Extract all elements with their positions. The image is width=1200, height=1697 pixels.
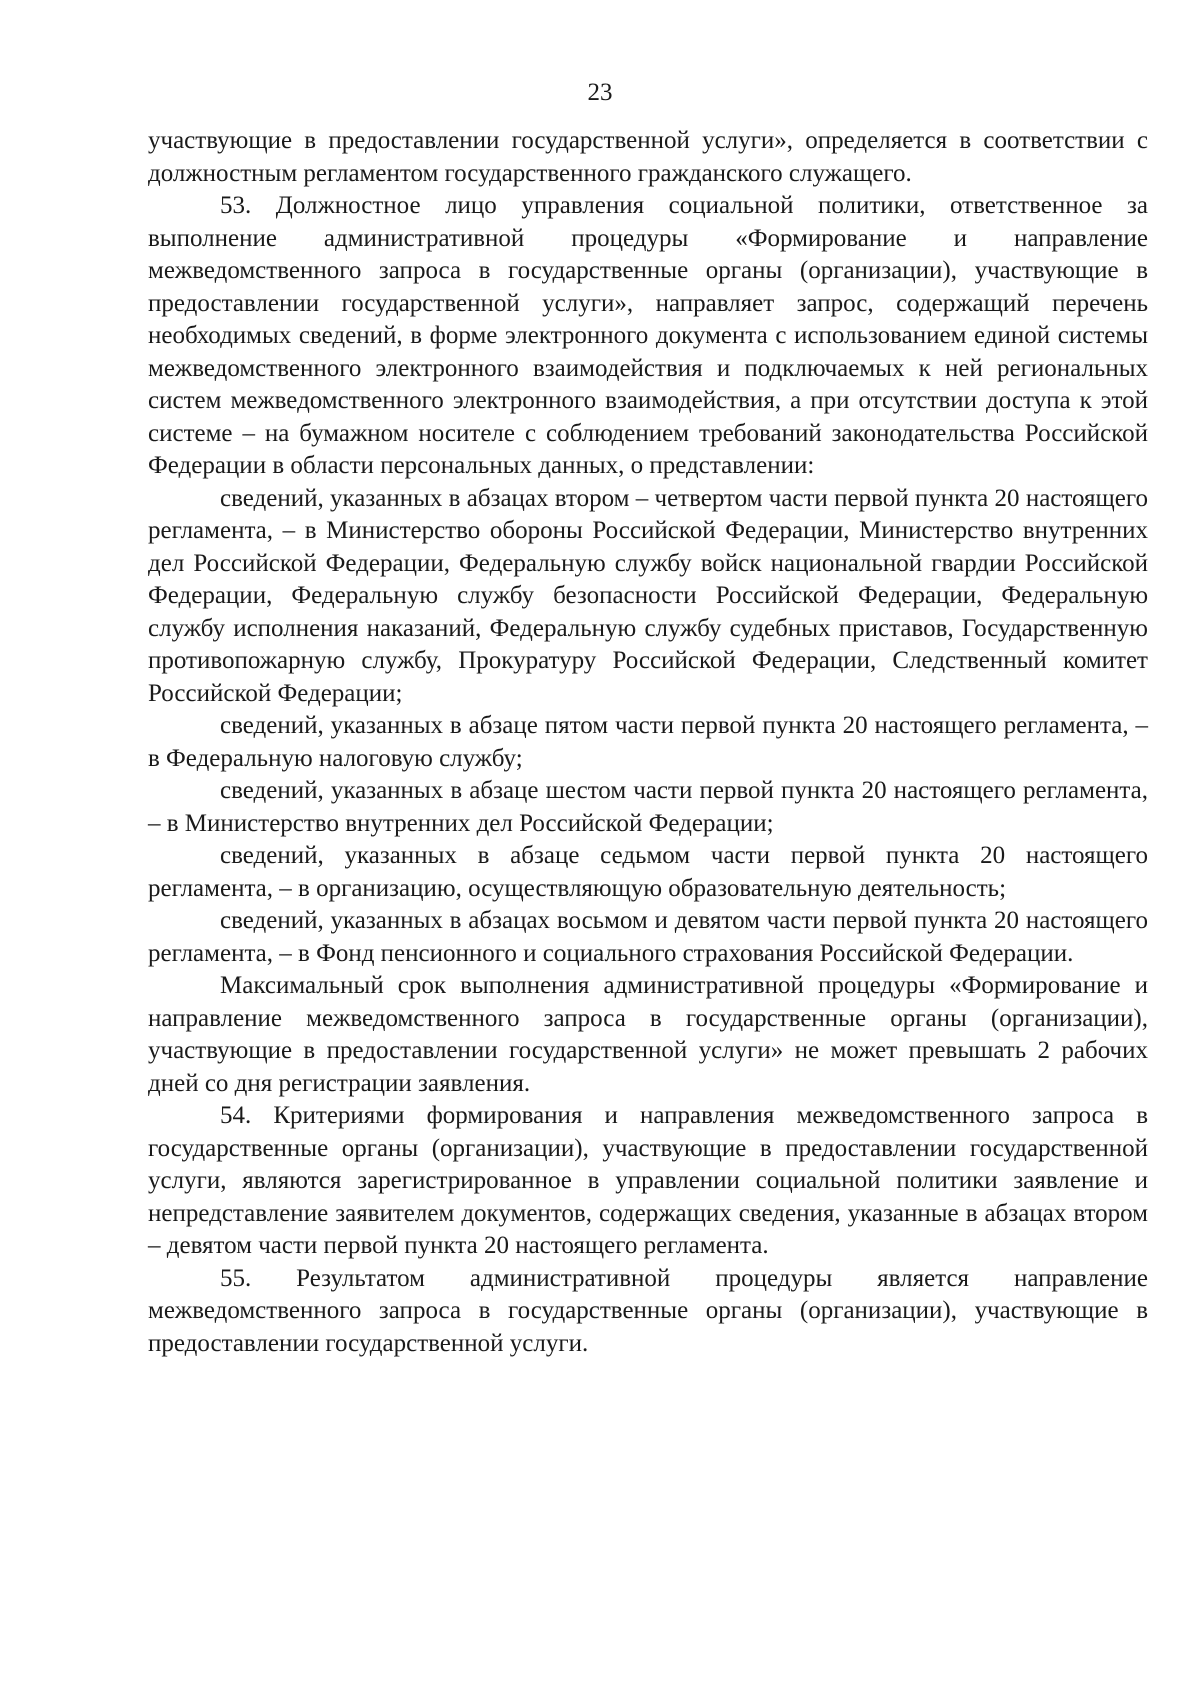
paragraph-list-entry: сведений, указанных в абзацах втором – четвертом части первой пункта 20 настоящего регламента, – в Министерство обороны Российской Федерации, Министерство внутренних дел Российской Федерации, Федеральную службу войск национальной гвардии Российской Федерации, Федеральную службу безопасности Российской Федерации, Федеральную службу исполнения наказаний, Федеральную службу судебных приставов, Государственную противопожарную службу, Прокуратуру Российской Федерации, Следственный комитет Российской Федерации; — [148, 484, 1148, 707]
paragraph-item-55: 55. Результатом административной процедуры является направление межведомственного запроса в государственные органы (организации), участвующие в предоставлении государственной услуги. — [148, 1264, 1148, 1357]
page-number: 23 — [587, 79, 613, 106]
paragraph-list-entry: сведений, указанных в абзацах восьмом и девятом части первой пункта 20 настоящего регламента, – в Фонд пенсионного и социального страхования Российской Федерации. — [148, 907, 1148, 967]
paragraph-max-duration: Максимальный срок выполнения административной процедуры «Формирование и направление межведомственного запроса в государственные органы (организации), участвующие в предоставлении государственной услуги» не может превышать 2 рабочих дней со дня регистрации заявления. — [148, 972, 1148, 1097]
paragraph-continuation: участвующие в предоставлении государственной услуги», определяется в соответствии с должностным регламентом государственного гражданского служащего. — [148, 127, 1148, 187]
paragraph-item-54: 54. Критериями формирования и направления межведомственного запроса в государственные органы (организации), участвующие в предоставлении государственной услуги, являются зарегистрированное в управлении социальной политики заявление и непредставление заявителем документов, содержащих сведения, указанные в абзацах втором – девятом части первой пункта 20 настоящего регламента. — [148, 1102, 1148, 1259]
document-body — [148, 125, 1148, 1360]
paragraph-list-entry: сведений, указанных в абзаце шестом части первой пункта 20 настоящего регламента, – в Министерство внутренних дел Российской Федерации; — [148, 777, 1148, 837]
paragraph-item-53: 53. Должностное лицо управления социальной политики, ответственное за выполнение административной процедуры «Формирование и направление межведомственного запроса в государственные органы (организации), участвующие в предоставлении государственной услуги», направляет запрос, содержащий перечень необходимых сведений, в форме электронного документа с использованием единой системы межведомственного электронного взаимодействия и подключаемых к ней региональных систем межведомственного электронного взаимодействия, а при отсутствии доступа к этой системе – на бумажном носителе с соблюдением требований законодательства Российской Федерации в области персональных данных, о представлении: — [148, 192, 1148, 479]
paragraph-list-entry: сведений, указанных в абзаце седьмом части первой пункта 20 настоящего регламента, – в организацию, осуществляющую образовательную деятельность; — [148, 842, 1148, 902]
paragraph-list-entry: сведений, указанных в абзаце пятом части первой пункта 20 настоящего регламента, – в Федеральную налоговую службу; — [148, 712, 1148, 772]
